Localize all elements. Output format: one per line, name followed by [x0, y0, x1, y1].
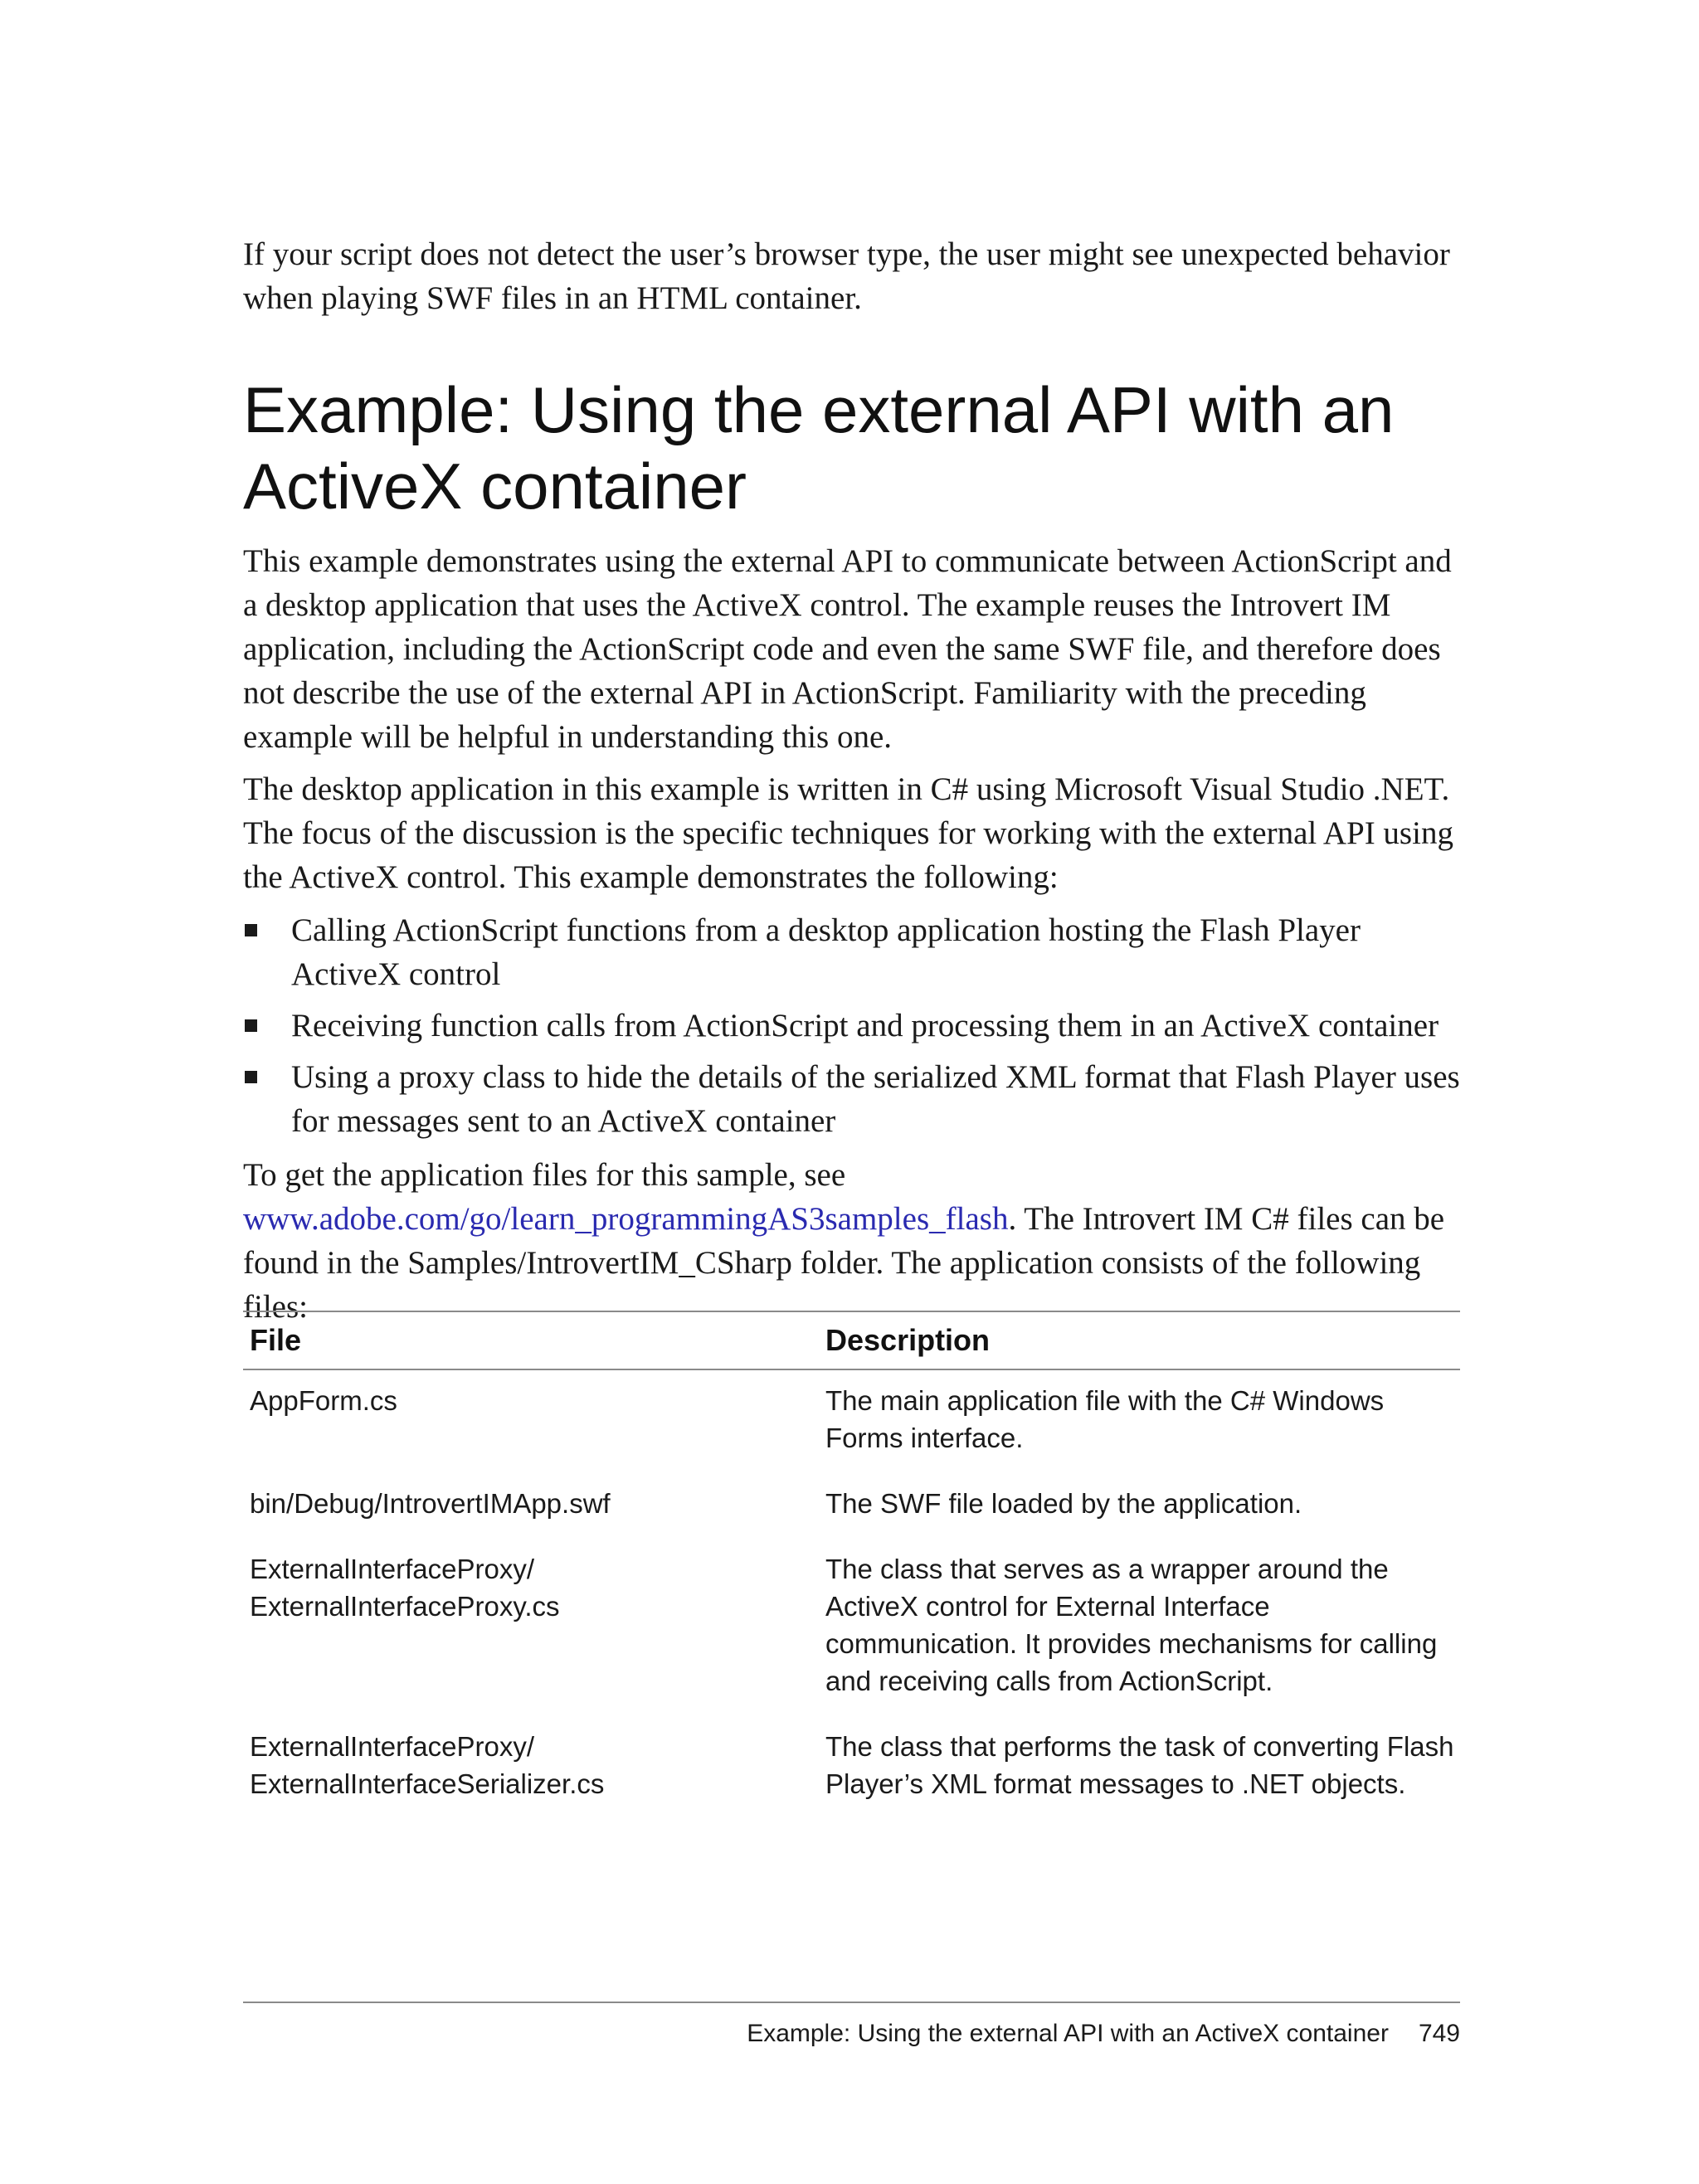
file-cell: AppForm.cs	[250, 1385, 397, 1416]
table-row	[243, 1473, 1460, 1539]
table-row	[243, 1539, 1460, 1716]
description-paragraph: This example demonstrates using the external API to communicate between ActionScript and a desktop application that uses the ActiveX control. The example reuses the Introvert IM application, including the ActionScript code and even the same SWF file, and therefore does not describe the use of the external API in ActionScript. Familiarity with the preceding example will be helpful in understanding this one.	[243, 543, 1452, 755]
file-cell: ExternalInterfaceProxy/ ExternalInterfaceSerializer.cs	[250, 1731, 605, 1799]
running-footer-title: Example: Using the external API with an ActiveX container	[747, 2020, 1389, 2047]
footer-divider	[243, 2002, 1460, 2003]
file-cell: bin/Debug/IntrovertIMApp.swf	[250, 1488, 611, 1519]
samples-link[interactable]: www.adobe.com/go/learn_programmingAS3samples_flash	[243, 1201, 1009, 1237]
bullet-item	[243, 1004, 1460, 1048]
column-header-description: Description	[825, 1323, 991, 1357]
page-number: 749	[1418, 2020, 1460, 2047]
files-paragraph-lead: To get the application files for this sample, see	[243, 1157, 846, 1193]
table-row	[243, 1716, 1460, 1819]
file-cell: ExternalInterfaceProxy/ ExternalInterfaceProxy.cs	[250, 1554, 560, 1622]
description-cell: The SWF file loaded by the application.	[825, 1488, 1302, 1519]
files-paragraph	[243, 1153, 1460, 1329]
technique-paragraph: The desktop application in this example is written in C# using Microsoft Visual Studio .NET. The focus of the discussion is the specific techniques for working with the external API using the ActiveX control. This example demonstrates the following:	[243, 771, 1453, 895]
files-paragraph-tail: . The Introvert IM C# files can be found in the Samples/IntrovertIM_CSharp folder. The application consists of the following files:	[243, 1201, 1445, 1325]
table-header-row	[243, 1312, 1460, 1370]
intro-paragraph: If your script does not detect the user’s browser type, the user might see unexpected behavior when playing SWF files in an HTML container.	[243, 236, 1450, 316]
square-bullet-icon	[245, 924, 257, 936]
bullet-item	[243, 1055, 1460, 1143]
bullet-item	[243, 908, 1460, 996]
description-cell: The class that serves as a wrapper around the ActiveX control for External Interface communication. It provides mechanisms for calling and receiving calls from ActionScript.	[825, 1554, 1438, 1696]
page-footer	[243, 2017, 1460, 2050]
files-table	[243, 1311, 1460, 1819]
bullet-text: Using a proxy class to hide the details of the serialized XML format that Flash Player uses for messages sent to an ActiveX container	[291, 1059, 1460, 1139]
description-cell: The class that performs the task of converting Flash Player’s XML format messages to .NET objects.	[825, 1731, 1454, 1799]
table-row	[243, 1370, 1460, 1473]
bullet-text: Calling ActionScript functions from a desktop application hosting the Flash Player ActiveX control	[291, 912, 1361, 992]
description-cell: The main application file with the C# Windows Forms interface.	[825, 1385, 1385, 1453]
square-bullet-icon	[245, 1071, 257, 1083]
section-heading: Example: Using the external API with an ActiveX container	[243, 373, 1395, 523]
column-header-file: File	[250, 1323, 302, 1357]
bullet-list	[243, 908, 1460, 1150]
bullet-text: Receiving function calls from ActionScript and processing them in an ActiveX container	[291, 1008, 1439, 1043]
square-bullet-icon	[245, 1019, 257, 1032]
